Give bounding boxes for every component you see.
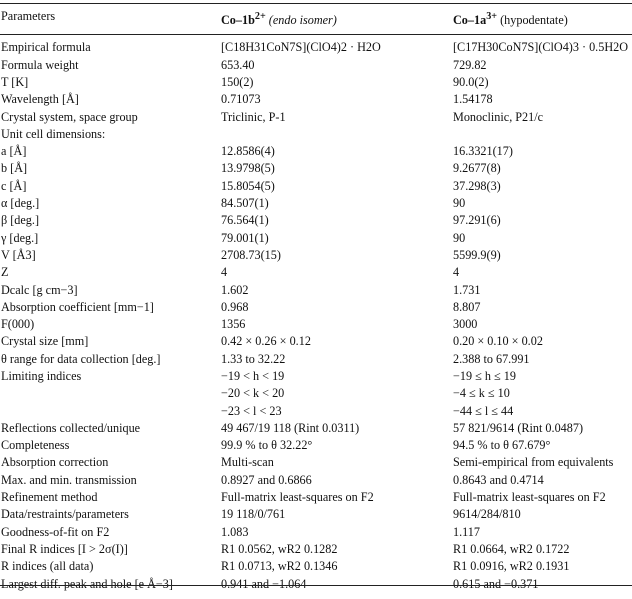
parameter-cell: Crystal system, space group [1,109,138,124]
table-row [0,35,632,57]
table-row [0,403,632,420]
parameter-cell: c [Å] [1,178,27,193]
crystal-data-table [0,3,632,599]
table-row [0,109,632,126]
table-row [0,506,632,523]
parameter-cell: Unit cell dimensions: [1,126,106,141]
compound-2-value: 90 [453,196,466,211]
compound-2-value: R1 0.0664, wR2 0.1722 [453,541,570,556]
compound-1-value [220,126,452,143]
table-body [0,35,632,599]
compound-2-value: Semi-empirical from equivalents [453,455,614,470]
table-row [0,282,632,299]
compound-1-charge: 2+ [254,11,266,22]
parameter-cell: Final R indices [I > 2σ(I)] [1,541,128,556]
parameter-cell: b [Å] [1,161,28,176]
compound-1-value: 1.602 [221,282,249,297]
compound-2-value: 0.615 and −0.371 [453,576,539,591]
parameter-cell: Absorption coefficient [mm−1] [1,299,154,314]
compound-2-value: 729.82 [453,57,487,72]
compound-1-value: Multi-scan [221,455,274,470]
compound-1-value: 99.9 % to θ 32.22° [221,438,313,453]
parameter-cell: γ [deg.] [1,230,39,245]
compound-1-value: 1.33 to 32.22 [221,351,286,366]
compound-2-value: 90 [453,230,466,245]
compound-1-value: 1356 [221,317,246,332]
compound-1-value: 15.8054(5) [221,178,275,193]
compound-1-value: 0.42 × 0.26 × 0.12 [221,334,311,349]
parameter-cell: R indices (all data) [1,559,94,574]
table-row [0,143,632,160]
parameter-cell: α [deg.] [1,196,40,211]
compound-2-value: Full-matrix least-squares on F2 [453,490,606,505]
compound-2-value: 57 821/9614 (Rint 0.0487) [453,420,583,435]
compound-2-value: 97.291(6) [453,213,501,228]
compound-2-value: 37.298(3) [453,178,501,193]
compound-2-value: 1.731 [453,282,481,297]
compound-1-value: 13.9798(5) [221,161,275,176]
header-compound-1 [220,4,452,35]
parameter-cell: Empirical formula [1,40,91,55]
compound-2-value: 94.5 % to θ 67.679° [453,438,551,453]
table-row [0,230,632,247]
compound-1-value: 0.941 and −1.064 [221,576,307,591]
table-row [0,454,632,471]
table-row [0,576,632,599]
compound-1-value: 0.71073 [221,92,261,107]
parameter-cell: Dcalc [g cm−3] [1,282,78,297]
compound-1-value: 12.8586(4) [221,144,275,159]
table-row [0,91,632,108]
compound-2-name: Co–1a [453,13,487,28]
table-row [0,385,632,402]
header-compound-2 [452,4,632,35]
parameter-cell: Z [1,265,9,280]
parameter-cell: Reflections collected/unique [1,420,141,435]
table-row [0,316,632,333]
compound-1-value: [C18H31CoN7S](ClO4)2 · H2O [221,40,381,55]
parameter-cell: β [deg.] [1,213,40,228]
table-row [0,541,632,558]
parameter-cell: F(000) [1,317,35,332]
compound-2-value: 5599.9(9) [453,247,501,262]
compound-1-value: −20 < k < 20 [221,386,285,401]
table-row [0,437,632,454]
compound-2-value: 90.0(2) [453,74,489,89]
compound-1-value: Full-matrix least-squares on F2 [221,490,374,505]
parameter-cell [0,403,220,420]
compound-1-value: 84.507(1) [221,196,269,211]
table-row [0,195,632,212]
compound-1-value: 150(2) [221,74,254,89]
compound-2-value [452,126,632,143]
compound-2-value: 9.2677(8) [453,161,501,176]
compound-2-value: −19 ≤ h ≤ 19 [453,369,516,383]
compound-2-value: Monoclinic, P21/c [453,109,544,124]
compound-1-value: R1 0.0713, wR2 0.1346 [221,559,338,574]
compound-2-value: 2.388 to 67.991 [453,351,530,366]
compound-1-value: −23 < l < 23 [221,403,282,418]
compound-1-note: (endo isomer) [265,13,337,28]
parameter-cell: Completeness [1,438,70,453]
compound-2-charge: 3+ [486,11,498,22]
compound-2-value: 0.20 × 0.10 × 0.02 [453,334,543,349]
table-row [0,351,632,368]
compound-1-value: 79.001(1) [221,230,269,245]
compound-1-value: 653.40 [221,57,255,72]
table-bottom-rule [0,585,632,586]
parameter-cell: θ range for data collection [deg.] [1,351,161,366]
table-row [0,247,632,264]
table-row [0,472,632,489]
parameter-cell: Formula weight [1,57,79,72]
compound-1-value: 76.564(1) [221,213,269,228]
parameter-cell: Goodness-of-fit on F2 [1,524,110,539]
compound-1-value: −19 < h < 19 [221,369,285,383]
compound-1-value: 0.8927 and 0.6866 [221,472,312,487]
compound-1-value: 2708.73(15) [221,247,281,262]
table-row [0,264,632,281]
parameter-cell: Refinement method [1,490,98,505]
compound-1-value: 1.083 [221,524,249,539]
parameter-cell: Max. and min. transmission [1,472,137,487]
compound-2-value: 0.8643 and 0.4714 [453,472,544,487]
compound-2-value: 16.3321(17) [453,144,513,159]
compound-1-value: 49 467/19 118 (Rint 0.0311) [221,420,360,435]
parameter-cell: Wavelength [Å] [1,92,79,107]
compound-2-value: 4 [453,265,460,280]
compound-2-note: (hypodentate) [497,13,568,28]
parameter-cell: a [Å] [1,144,27,159]
table-row [0,368,632,385]
compound-2-value: R1 0.0916, wR2 0.1931 [453,559,570,574]
compound-2-value: 3000 [453,317,478,332]
table-row [0,420,632,437]
compound-1-name: Co–1b [221,13,255,28]
table-row [0,57,632,74]
parameter-cell: Crystal size [mm] [1,334,89,349]
parameter-cell: V [Å3] [1,247,36,262]
compound-1-value: Triclinic, P-1 [221,109,286,124]
compound-1-value: 4 [221,265,228,280]
compound-2-value: −44 ≤ l ≤ 44 [453,403,514,418]
table-row [0,160,632,177]
table-row [0,212,632,229]
table-row [0,333,632,350]
parameter-cell [0,385,220,402]
parameter-cell: Absorption correction [1,455,109,470]
parameter-cell: T [K] [1,74,29,89]
header-parameters: Parameters [1,9,56,23]
table-row [0,299,632,316]
table-header [0,4,632,35]
parameter-cell: Largest diff. peak and hole [e Å−3] [1,576,173,591]
parameter-cell: Data/restraints/parameters [1,507,129,522]
table-row [0,74,632,91]
compound-1-value: R1 0.0562, wR2 0.1282 [221,541,338,556]
compound-1-value: 0.968 [221,299,249,314]
compound-2-value: −4 ≤ k ≤ 10 [453,386,510,401]
parameter-cell: Limiting indices [1,369,82,383]
compound-2-value: 1.54178 [453,92,493,107]
table-row [0,178,632,195]
compound-2-value: 8.807 [453,299,481,314]
table-row [0,489,632,506]
compound-2-value: 1.117 [453,524,480,539]
table-row [0,126,632,143]
compound-2-value: [C17H30CoN7S](ClO4)3 · 0.5H2O [453,40,629,55]
header-row [0,4,632,35]
table-row [0,558,632,575]
compound-1-value: 19 118/0/761 [221,507,286,522]
table-row [0,524,632,541]
compound-2-value: 9614/284/810 [453,507,521,522]
